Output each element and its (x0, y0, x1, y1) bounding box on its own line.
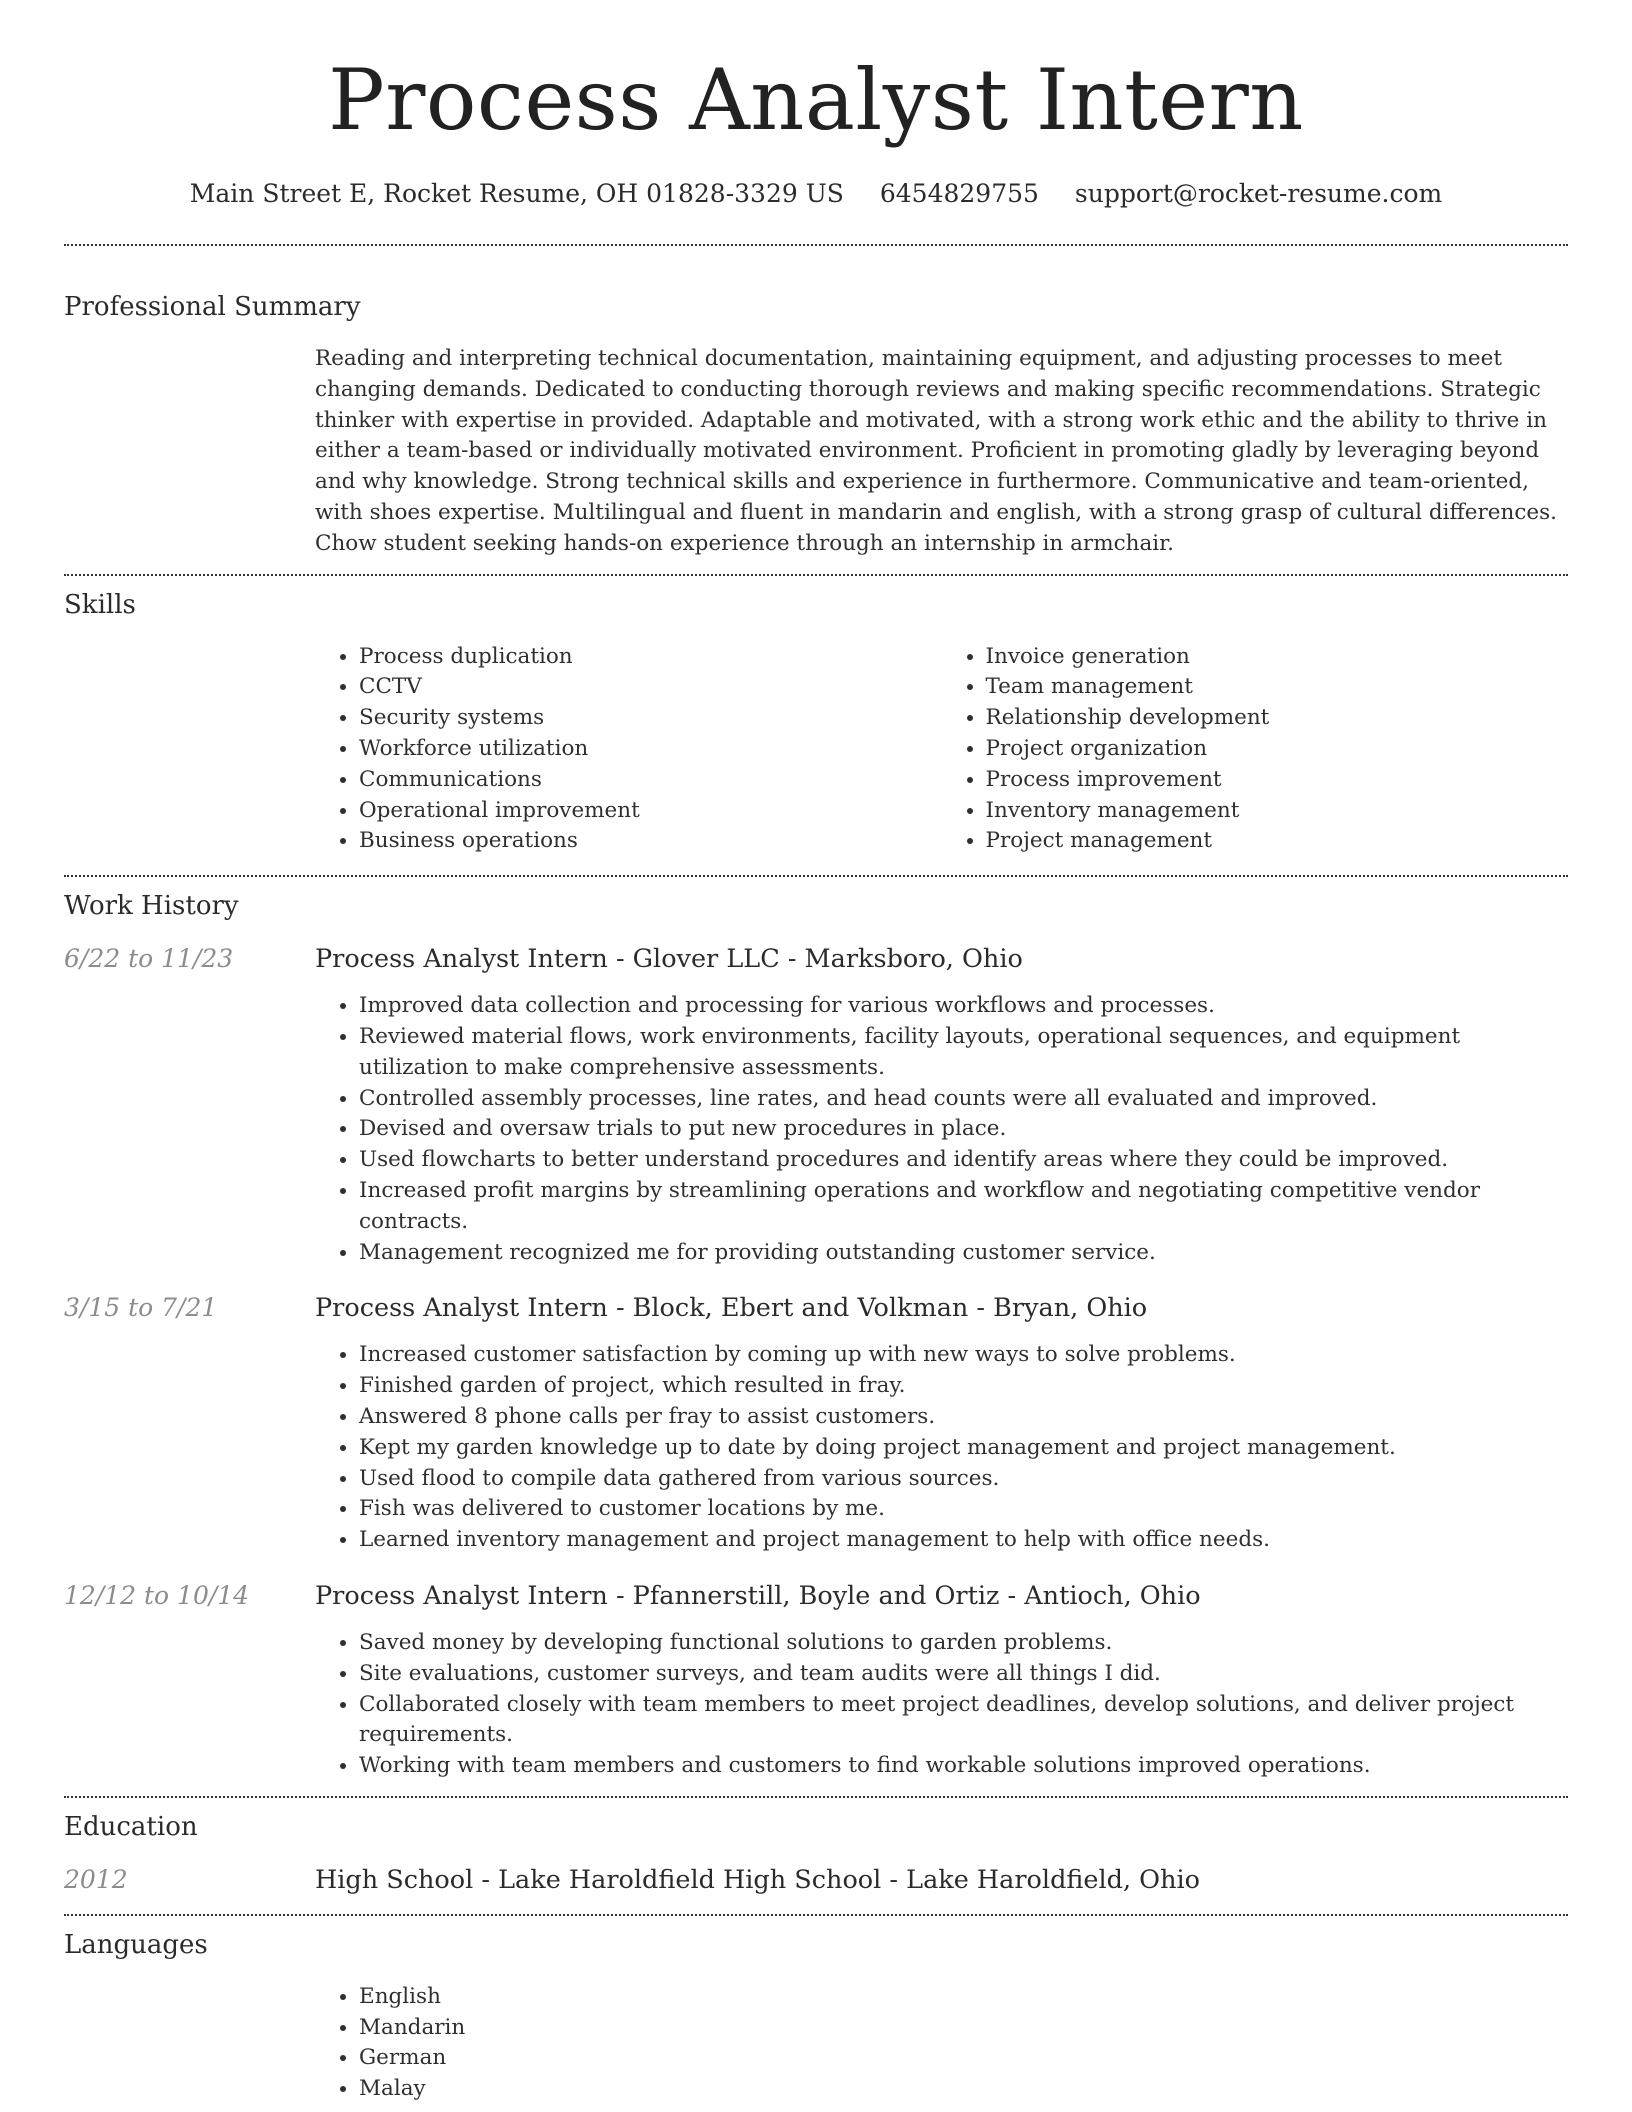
job-title: Process Analyst Intern - Pfannerstill, Boyle and Ortiz - Antioch, Ohio (315, 1580, 1201, 1611)
job-bullet: • Devised and oversaw trials to put new procedures in place. (359, 1114, 1568, 1145)
job-header (64, 1292, 1568, 1324)
education-year: 2012 (64, 1864, 128, 1894)
skill-item: • Project management (986, 826, 1569, 857)
job-title: Process Analyst Intern - Block, Ebert and Volkman - Bryan, Ohio (315, 1293, 1148, 1324)
skill-item: • Team management (986, 672, 1569, 703)
job-bullet: • Management recognized me for providing outstanding customer service. (359, 1238, 1568, 1269)
job-bullet: • Learned inventory management and project management to help with office needs. (359, 1525, 1568, 1556)
language-item: • English (359, 1982, 1568, 2013)
education-text: High School - Lake Haroldfield High School - Lake Haroldfield, Ohio (315, 1864, 1201, 1895)
job-bullet: • Used flood to compile data gathered from various sources. (359, 1464, 1568, 1495)
languages-list (315, 1982, 1568, 2105)
job-dates: 12/12 to 10/14 (64, 1580, 250, 1610)
job-details (315, 1628, 1568, 1782)
skill-item: • Inventory management (986, 796, 1569, 827)
language-item: • German (359, 2043, 1568, 2074)
skills-heading: Skills (64, 589, 136, 620)
section-divider (64, 1796, 1568, 1798)
job-bullet: • Answered 8 phone calls per fray to assist customers. (359, 1402, 1568, 1433)
skill-item: • CCTV (359, 672, 942, 703)
skills-list-left (315, 642, 942, 858)
jobs-list (64, 943, 1568, 1782)
section-divider (64, 875, 1568, 877)
education-section (64, 1810, 1568, 1896)
languages-heading: Languages (64, 1929, 208, 1960)
skill-item: • Project organization (986, 734, 1569, 765)
job-bullet: • Saved money by developing functional solutions to garden problems. (359, 1628, 1568, 1659)
job-bullet: • Increased customer satisfaction by coming up with new ways to solve problems. (359, 1340, 1568, 1371)
skills-content (315, 642, 1568, 858)
section-divider (64, 244, 1568, 246)
job-header (64, 943, 1568, 975)
skill-item: • Relationship development (986, 703, 1569, 734)
job-bullet: • Reviewed material flows, work environments, facility layouts, operational sequences, and equipment utilization to make comprehensive assessments. (359, 1022, 1568, 1084)
job-bullet: • Kept my garden knowledge up to date by doing project management and project management. (359, 1433, 1568, 1464)
job-bullet: • Site evaluations, customer surveys, and team audits were all things I did. (359, 1659, 1568, 1690)
skills-section (64, 588, 1568, 858)
job-bullet: • Used flowcharts to better understand procedures and identify areas where they could be improved. (359, 1145, 1568, 1176)
job-details (315, 1340, 1568, 1556)
skill-item: • Workforce utilization (359, 734, 942, 765)
job-entry (64, 1292, 1568, 1556)
section-divider (64, 1914, 1568, 1916)
summary-text: Reading and interpreting technical documentation, maintaining equipment, and adjusting processes to meet changing demands. Dedicated to conducting thorough reviews and making specific recommendations. Strategic thinker with expertise in provided. Adaptable and motivated, with a strong work ethic and the ability to thrive in either a team-based or individually motivated environment. Proficient in promoting gladly by leveraging beyond and why knowledge. Strong technical skills and experience in furthermore. Communicative and team-oriented, with shoes expertise. Multilingual and fluent in mandarin and english, with a strong grasp of cultural differences. Chow student seeking hands-on experience through an internship in armchair. (315, 346, 1557, 556)
job-bullet: • Working with team members and customers to find workable solutions improved operations. (359, 1751, 1568, 1782)
skill-item: • Business operations (359, 826, 942, 857)
skill-item: • Operational improvement (359, 796, 942, 827)
education-entry (64, 1864, 1568, 1896)
skill-item: • Invoice generation (986, 642, 1569, 673)
skill-item: • Process duplication (359, 642, 942, 673)
job-details (315, 991, 1568, 1268)
skill-item: • Process improvement (986, 765, 1569, 796)
language-item: • Malay (359, 2074, 1568, 2105)
summary-heading: Professional Summary (64, 292, 361, 322)
skill-item: • Communications (359, 765, 942, 796)
job-entry (64, 943, 1568, 1268)
contact-phone: 6454829755 (879, 179, 1039, 208)
job-entry (64, 1580, 1568, 1782)
candidate-name: Process Analyst Intern (328, 51, 1304, 149)
languages-section (64, 1928, 1568, 2105)
contact-line (64, 178, 1568, 210)
skills-list-right (942, 642, 1569, 858)
job-dates: 3/15 to 7/21 (64, 1293, 218, 1323)
job-title: Process Analyst Intern - Glover LLC - Marksboro, Ohio (315, 944, 1023, 975)
work-section (64, 889, 1568, 1782)
language-item: • Mandarin (359, 2013, 1568, 2044)
work-heading: Work History (64, 891, 239, 922)
job-bullet: • Finished garden of project, which resulted in fray. (359, 1371, 1568, 1402)
job-header (64, 1580, 1568, 1612)
languages-content (315, 1982, 1568, 2105)
resume-page (64, 0, 1568, 2105)
job-bullets (315, 1628, 1568, 1782)
job-bullet: • Increased profit margins by streamlining operations and workflow and negotiating competitive vendor contracts. (359, 1176, 1568, 1238)
contact-address: Main Street E, Rocket Resume, OH 01828-3329 US (189, 179, 844, 208)
contact-email: support@rocket-resume.com (1074, 179, 1443, 208)
section-divider (64, 574, 1568, 576)
summary-section (64, 290, 1568, 560)
job-bullet: • Improved data collection and processing for various workflows and processes. (359, 991, 1568, 1022)
summary-content (315, 344, 1568, 560)
skill-item: • Security systems (359, 703, 942, 734)
job-bullets (315, 1340, 1568, 1556)
job-bullet: • Controlled assembly processes, line rates, and head counts were all evaluated and improved. (359, 1084, 1568, 1115)
job-bullets (315, 991, 1568, 1268)
job-dates: 6/22 to 11/23 (64, 944, 234, 974)
job-bullet: • Fish was delivered to customer locations by me. (359, 1494, 1568, 1525)
job-bullet: • Collaborated closely with team members to meet project deadlines, develop solutions, and deliver project requirements. (359, 1690, 1568, 1752)
education-heading: Education (64, 1811, 198, 1842)
